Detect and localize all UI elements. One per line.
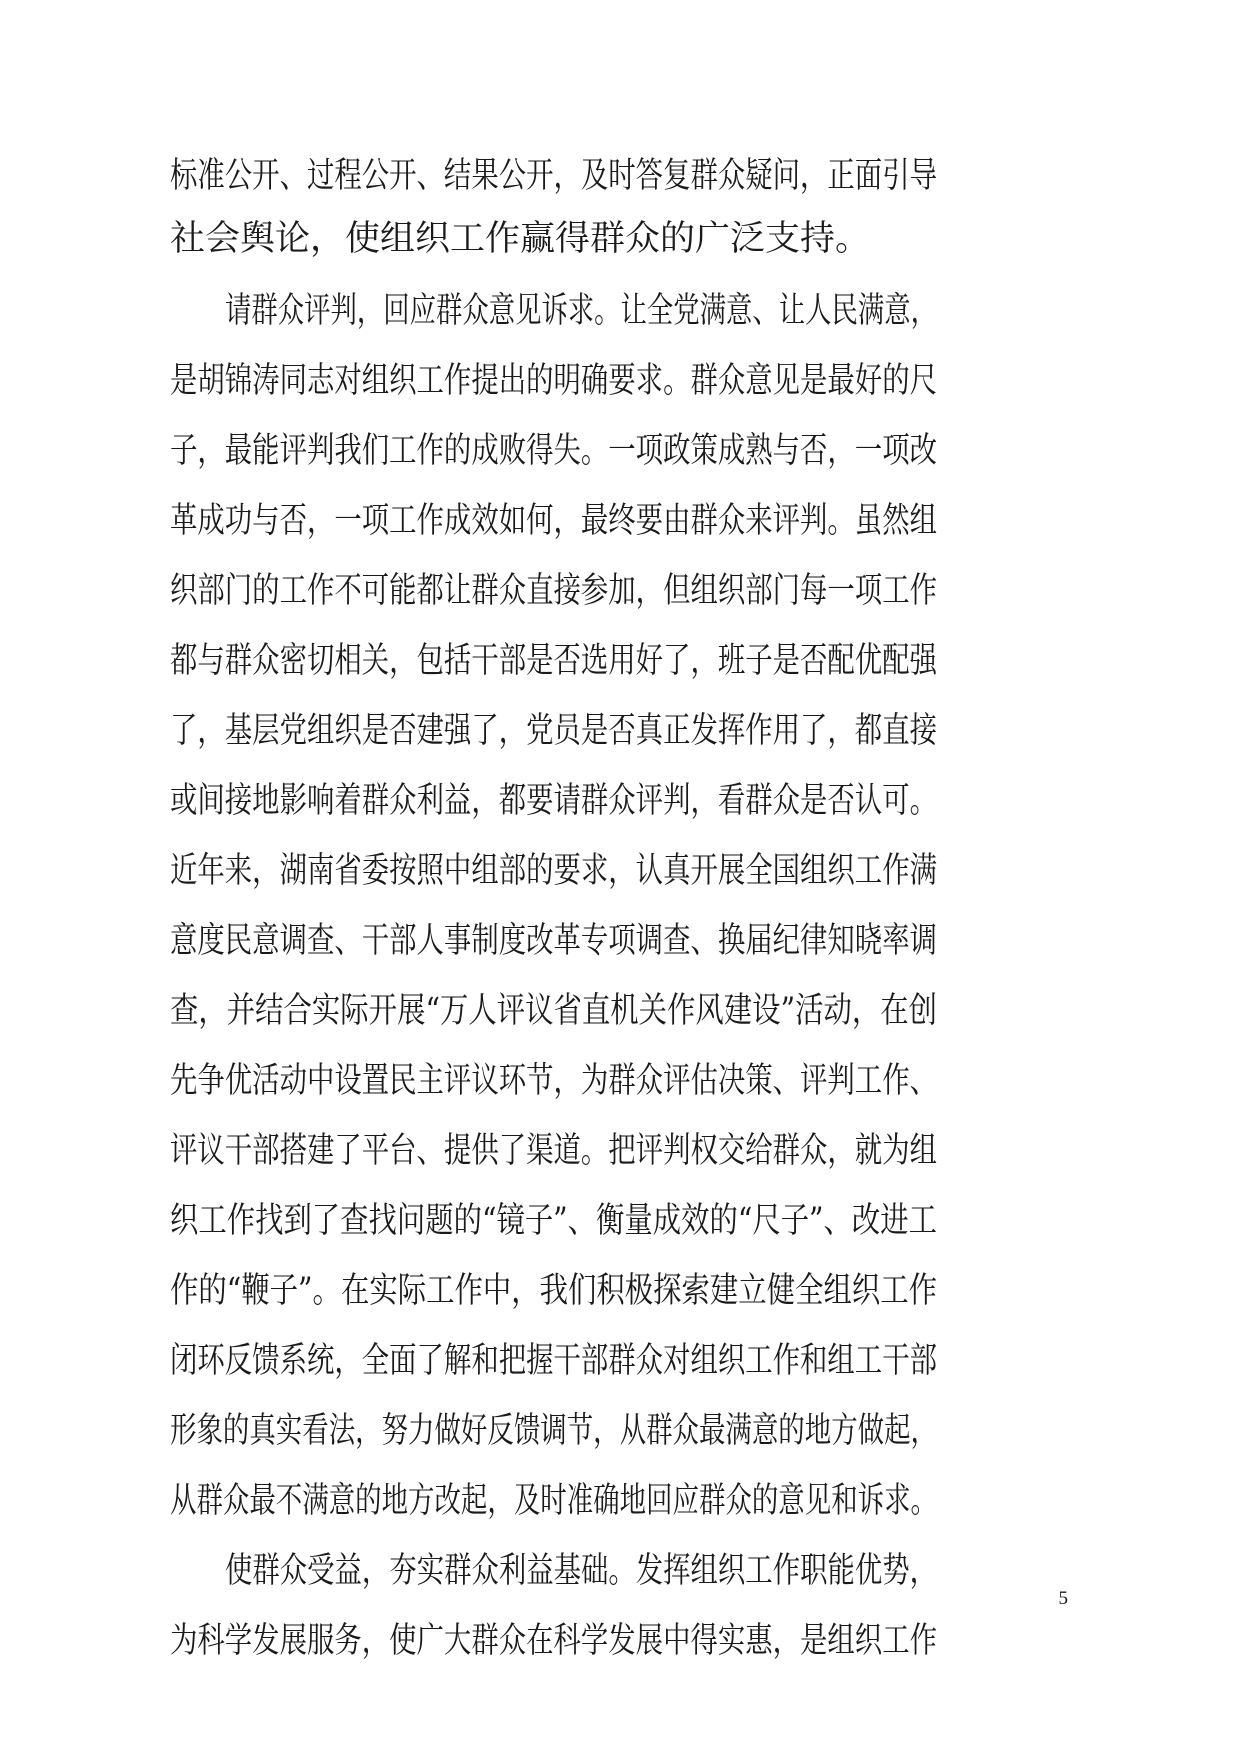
text-line	[0, 1471, 1241, 1531]
text-line-content: 查，并结合实际开展“万人评议省直机关作风建设”活动，在创	[170, 991, 937, 1031]
text-line	[0, 421, 1241, 481]
text-line	[0, 491, 1241, 551]
text-line-content: 使群众受益，夯实群众利益基础。发挥组织工作职能优势，	[225, 1551, 937, 1591]
text-line	[0, 1261, 1241, 1321]
text-line-content: 从群众最不满意的地方改起，及时准确地回应群众的意见和诉求。	[170, 1481, 937, 1521]
text-line-content: 评议干部搭建了平台、提供了渠道。把评判权交给群众，就为组	[170, 1131, 937, 1171]
text-line	[0, 841, 1241, 901]
text-line-content: 形象的真实看法，努力做好反馈调节，从群众最满意的地方做起，	[170, 1411, 937, 1451]
text-line	[0, 209, 1241, 269]
text-line-content: 织部门的工作不可能都让群众直接参加，但组织部门每一项工作	[170, 571, 937, 611]
text-line-content: 是胡锦涛同志对组织工作提出的明确要求。群众意见是最好的尺	[170, 361, 937, 401]
text-line-content: 请群众评判，回应群众意见诉求。让全党满意、让人民满意，	[225, 291, 937, 331]
text-line-content: 闭环反馈系统，全面了解和把握干部群众对组织工作和组工干部	[170, 1341, 937, 1381]
page-number: 5	[1058, 1588, 1068, 1609]
text-line	[0, 701, 1241, 761]
text-line	[0, 981, 1241, 1041]
text-line	[0, 1331, 1241, 1391]
text-line	[0, 631, 1241, 691]
text-line-content: 先争优活动中设置民主评议环节，为群众评估决策、评判工作、	[170, 1061, 937, 1101]
text-line-content: 意度民意调查、干部人事制度改革专项调查、换届纪律知晓率调	[170, 921, 937, 961]
text-line-content: 织工作找到了查找问题的“镜子”、衡量成效的“尺子”、改进工	[170, 1201, 937, 1241]
text-line	[0, 281, 1241, 341]
text-line-content: 或间接地影响着群众利益，都要请群众评判，看群众是否认可。	[170, 781, 937, 821]
text-line	[0, 911, 1241, 971]
text-line	[0, 1121, 1241, 1181]
text-line-content: 都与群众密切相关，包括干部是否选用好了，班子是否配优配强	[170, 641, 937, 681]
text-line	[0, 1051, 1241, 1111]
text-line-content: 为科学发展服务，使广大群众在科学发展中得实惠，是组织工作	[170, 1621, 937, 1661]
text-line	[0, 1611, 1241, 1671]
text-line-content: 社会舆论，使组织工作赢得群众的广泛支持。	[170, 219, 871, 259]
text-line-content: 近年来，湖南省委按照中组部的要求，认真开展全国组织工作满	[170, 851, 937, 891]
text-line	[0, 771, 1241, 831]
text-line	[0, 146, 1241, 206]
text-line-content: 子，最能评判我们工作的成败得失。一项政策成熟与否，一项改	[170, 431, 937, 471]
text-line-content: 作的“鞭子”。在实际工作中，我们积极探索建立健全组织工作	[170, 1271, 937, 1311]
text-line	[0, 351, 1241, 411]
text-line-content: 革成功与否，一项工作成效如何，最终要由群众来评判。虽然组	[170, 501, 937, 541]
text-line	[0, 1191, 1241, 1251]
text-line-content: 标准公开、过程公开、结果公开，及时答复群众疑问，正面引导	[170, 156, 937, 196]
text-line	[0, 561, 1241, 621]
text-line-content: 了，基层党组织是否建强了，党员是否真正发挥作用了，都直接	[170, 711, 937, 751]
text-line	[0, 1401, 1241, 1461]
